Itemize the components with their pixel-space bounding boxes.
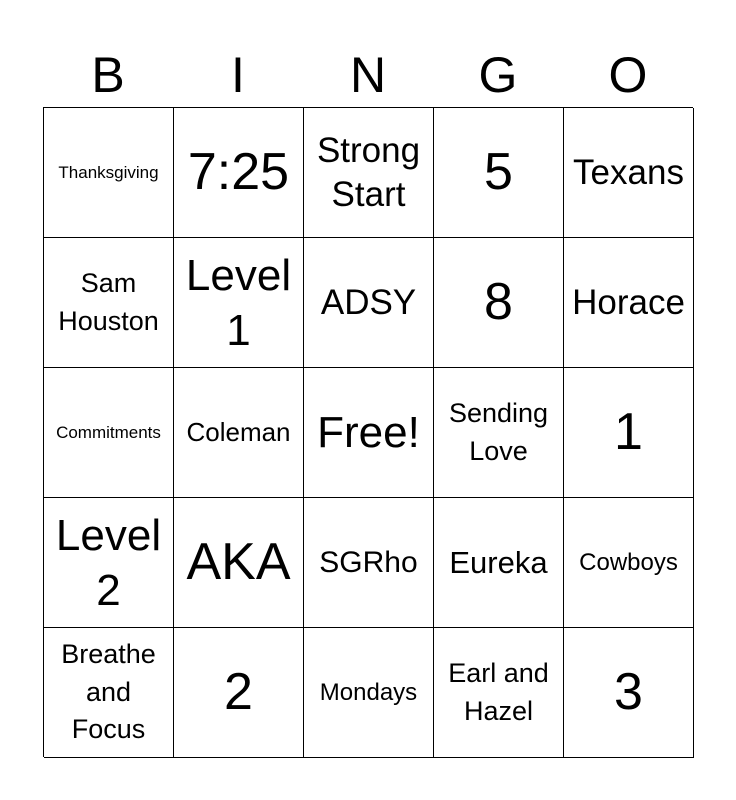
bingo-cell-i2[interactable] <box>174 238 304 368</box>
cell-label: Texans <box>573 152 684 192</box>
cell-label: Horace <box>572 282 685 322</box>
bingo-board <box>43 107 693 757</box>
bingo-cell-b1[interactable] <box>44 108 174 238</box>
bingo-cell-n1[interactable] <box>304 108 434 238</box>
cell-label: Cowboys <box>579 548 678 576</box>
cell-label: 2 <box>224 663 253 722</box>
bingo-cell-n2[interactable] <box>304 238 434 368</box>
bingo-cell-o5[interactable] <box>564 628 694 758</box>
cell-label: Strong Start <box>316 130 421 214</box>
cell-label: Coleman <box>186 417 291 448</box>
bingo-header <box>43 44 693 106</box>
header-letter-g: G <box>478 47 518 103</box>
header-letter-o: O <box>608 47 648 103</box>
bingo-cell-g5[interactable] <box>434 628 564 758</box>
cell-label: 5 <box>484 143 513 202</box>
cell-label: Free! <box>317 408 420 457</box>
bingo-cell-n3[interactable] <box>304 368 434 498</box>
bingo-cell-b5[interactable] <box>44 628 174 758</box>
cell-label: SGRho <box>319 545 418 579</box>
bingo-cell-g3[interactable] <box>434 368 564 498</box>
bingo-cell-i3[interactable] <box>174 368 304 498</box>
bingo-cell-i5[interactable] <box>174 628 304 758</box>
bingo-cell-b2[interactable] <box>44 238 174 368</box>
cell-label: Level 2 <box>55 510 162 615</box>
cell-label: Breathe and Focus <box>61 638 156 745</box>
cell-label: Sending Love <box>448 397 549 466</box>
bingo-cell-b3[interactable] <box>44 368 174 498</box>
bingo-cell-i1[interactable] <box>174 108 304 238</box>
cell-label: Thanksgiving <box>58 162 159 182</box>
bingo-cell-n4[interactable] <box>304 498 434 628</box>
bingo-cell-i4[interactable] <box>174 498 304 628</box>
cell-label: 1 <box>614 403 643 462</box>
bingo-cell-g2[interactable] <box>434 238 564 368</box>
header-letter-n: N <box>349 47 387 103</box>
cell-label: ADSY <box>320 282 417 322</box>
cell-label: Eureka <box>449 544 548 580</box>
cell-label: 3 <box>614 663 643 722</box>
cell-label: Level 1 <box>185 250 292 355</box>
bingo-cell-o1[interactable] <box>564 108 694 238</box>
cell-label: 8 <box>484 273 513 332</box>
cell-label: AKA <box>186 533 291 592</box>
cell-label: Mondays <box>319 678 418 706</box>
header-letter-i: I <box>231 47 245 103</box>
cell-label: 7:25 <box>187 143 290 202</box>
bingo-cell-o4[interactable] <box>564 498 694 628</box>
bingo-cell-b4[interactable] <box>44 498 174 628</box>
bingo-cell-o2[interactable] <box>564 238 694 368</box>
header-letter-b: B <box>91 47 125 103</box>
cell-label: Sam Houston <box>58 267 159 336</box>
bingo-cell-o3[interactable] <box>564 368 694 498</box>
cell-label: Earl and Hazel <box>448 657 549 726</box>
bingo-cell-n5[interactable] <box>304 628 434 758</box>
cell-label: Commitments <box>56 422 161 442</box>
bingo-cell-g4[interactable] <box>434 498 564 628</box>
bingo-cell-g1[interactable] <box>434 108 564 238</box>
